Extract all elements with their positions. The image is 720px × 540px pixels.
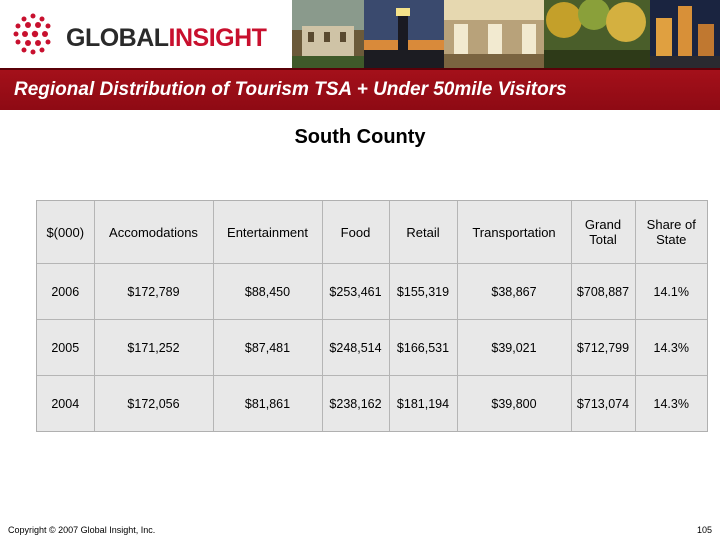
- page-title: Regional Distribution of Tourism TSA + Under 50mile Visitors: [14, 79, 567, 100]
- column-header: Entertainment: [213, 201, 322, 264]
- table-cell: $248,514: [322, 320, 389, 376]
- table-cell: $81,861: [213, 376, 322, 432]
- title-bar: [0, 68, 720, 110]
- logo-word-global: GLOBAL: [66, 24, 169, 52]
- column-header: Transportation: [457, 201, 571, 264]
- data-table-container: [36, 200, 708, 432]
- table-cell: $713,074: [571, 376, 635, 432]
- autumn-trees-photo: [544, 0, 650, 68]
- lighthouse-photo: [364, 0, 444, 68]
- globe-dots-icon: [8, 10, 58, 58]
- global-insight-logo: [8, 10, 298, 58]
- table-cell: $238,162: [322, 376, 389, 432]
- table-cell: $88,450: [213, 264, 322, 320]
- mansion-photo: [292, 0, 364, 68]
- column-header: Food: [322, 201, 389, 264]
- table-cell: 2005: [37, 320, 94, 376]
- table-row: [37, 376, 707, 432]
- table-cell: 14.3%: [635, 376, 707, 432]
- table-cell: 2006: [37, 264, 94, 320]
- logo-word-insight: INSIGHT: [168, 24, 267, 52]
- table-cell: $181,194: [389, 376, 457, 432]
- copyright-notice: Copyright © 2007 Global Insight, Inc.: [8, 525, 156, 535]
- table-header-row: [37, 201, 707, 264]
- table-cell: $171,252: [94, 320, 213, 376]
- column-header: Share of State: [635, 201, 707, 264]
- ballroom-photo: [444, 0, 544, 68]
- table-cell: $253,461: [322, 264, 389, 320]
- table-cell: $172,056: [94, 376, 213, 432]
- table-cell: $39,800: [457, 376, 571, 432]
- table-cell: 14.1%: [635, 264, 707, 320]
- column-header: Retail: [389, 201, 457, 264]
- table-subtitle: South County: [294, 126, 426, 148]
- table-cell: $38,867: [457, 264, 571, 320]
- logo-wordmark: [66, 24, 266, 53]
- city-night-photo: [650, 0, 720, 68]
- table-cell: $39,021: [457, 320, 571, 376]
- table-row: [37, 264, 707, 320]
- table-cell: $708,887: [571, 264, 635, 320]
- header: [0, 0, 720, 68]
- column-header: Accomodations: [94, 201, 213, 264]
- table-cell: $166,531: [389, 320, 457, 376]
- table-cell: $155,319: [389, 264, 457, 320]
- table-cell: 14.3%: [635, 320, 707, 376]
- table-row: [37, 320, 707, 376]
- table-cell: $172,789: [94, 264, 213, 320]
- tourism-distribution-table: [37, 201, 707, 431]
- table-cell: $87,481: [213, 320, 322, 376]
- header-photo-strip: [292, 0, 720, 68]
- table-cell: $712,799: [571, 320, 635, 376]
- column-header: $(000): [37, 201, 94, 264]
- page-number: 105: [696, 525, 712, 535]
- column-header: Grand Total: [571, 201, 635, 264]
- table-cell: 2004: [51, 396, 80, 411]
